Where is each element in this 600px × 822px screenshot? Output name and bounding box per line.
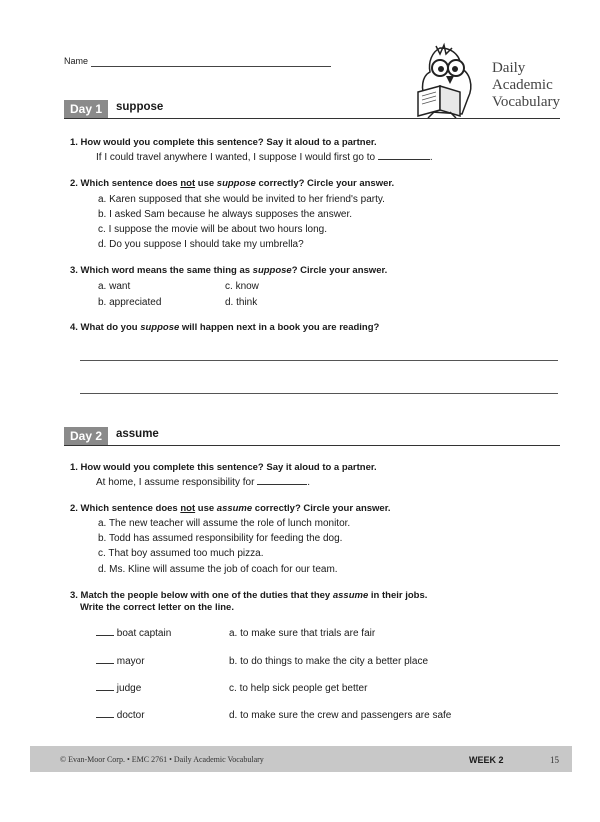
match-duty-a: a. to make sure that trials are fair (229, 628, 376, 639)
footer-page-number: 15 (550, 755, 559, 765)
footer-week: WEEK 2 (469, 755, 504, 765)
day2-q2-option-b[interactable]: b. Todd has assumed responsibility for feeding the dog. (98, 533, 343, 544)
day2-q1: 1. How would you complete this sentence? Say it aloud to a partner. (70, 462, 377, 473)
day2-word: assume (116, 428, 159, 440)
day2-q3: 3. Match the people below with one of the duties that they assume in their jobs. (70, 590, 428, 601)
name-line[interactable] (91, 66, 331, 67)
day1-q3-option-d[interactable]: d. think (225, 297, 258, 308)
logo-daily-academic-vocabulary: Daily Academic Vocabulary (491, 60, 560, 110)
name-label: Name (64, 56, 89, 66)
day1-q1-prompt: If I could travel anywhere I wanted, I suppose I would first go to . (96, 152, 433, 163)
day1-q1-blank[interactable] (378, 159, 430, 160)
match-person-2: mayor (96, 656, 145, 667)
match-duty-d: d. to make sure the crew and passengers are safe (229, 710, 452, 721)
day1-q3-option-b[interactable]: b. appreciated (98, 297, 162, 308)
day1-q3: 3. Which word means the same thing as suppose? Circle your answer. (70, 265, 388, 276)
day1-rule (64, 118, 560, 119)
day1-q3-option-a[interactable]: a. want (98, 281, 131, 292)
match-person-4: doctor (96, 710, 145, 721)
owl-reading-icon (410, 42, 480, 122)
day1-q2-option-a[interactable]: a. Karen supposed that she would be invited to her friend's party. (98, 194, 385, 205)
match-blank-4[interactable] (96, 717, 114, 718)
day2-q1-prompt: At home, I assume responsibility for . (96, 477, 310, 488)
day2-q3-instructions: Write the correct letter on the line. (80, 602, 234, 613)
day1-q3-option-c[interactable]: c. know (225, 281, 259, 292)
match-blank-1[interactable] (96, 635, 114, 636)
match-person-3: judge (96, 683, 141, 694)
day2-q2-option-d[interactable]: d. Ms. Kline will assume the job of coach for our team. (98, 564, 338, 575)
day1-q4-answer-line-2[interactable] (80, 393, 558, 394)
day2-q2-option-c[interactable]: c. That boy assumed too much pizza. (98, 548, 264, 559)
day1-badge: Day 1 (64, 100, 108, 118)
day1-q1: 1. How would you complete this sentence? Say it aloud to a partner. (70, 137, 377, 148)
footer-copyright: © Evan-Moor Corp. • EMC 2761 • Daily Academic Vocabulary (60, 755, 264, 764)
day2-badge: Day 2 (64, 427, 108, 445)
day2-rule (64, 445, 560, 446)
day1-q4-answer-line-1[interactable] (80, 360, 558, 361)
day2-q1-blank[interactable] (257, 484, 307, 485)
day1-q2-option-b[interactable]: b. I asked Sam because he always supposes the answer. (98, 209, 353, 220)
day2-q2: 2. Which sentence does not use assume correctly? Circle your answer. (70, 503, 391, 514)
match-blank-3[interactable] (96, 690, 114, 691)
match-duty-b: b. to do things to make the city a better place (229, 656, 429, 667)
match-duty-c: c. to help sick people get better (229, 683, 368, 694)
day1-q2: 2. Which sentence does not use suppose correctly? Circle your answer. (70, 178, 395, 189)
day1-q4: 4. What do you suppose will happen next in a book you are reading? (70, 322, 380, 333)
day1-q2-option-d[interactable]: d. Do you suppose I should take my umbrella? (98, 239, 304, 250)
day1-q2-option-c[interactable]: c. I suppose the movie will be about two hours long. (98, 224, 328, 235)
day2-q2-option-a[interactable]: a. The new teacher will assume the role of lunch monitor. (98, 518, 351, 529)
day1-word: suppose (116, 101, 164, 113)
match-person-1: boat captain (96, 628, 171, 639)
match-blank-2[interactable] (96, 663, 114, 664)
